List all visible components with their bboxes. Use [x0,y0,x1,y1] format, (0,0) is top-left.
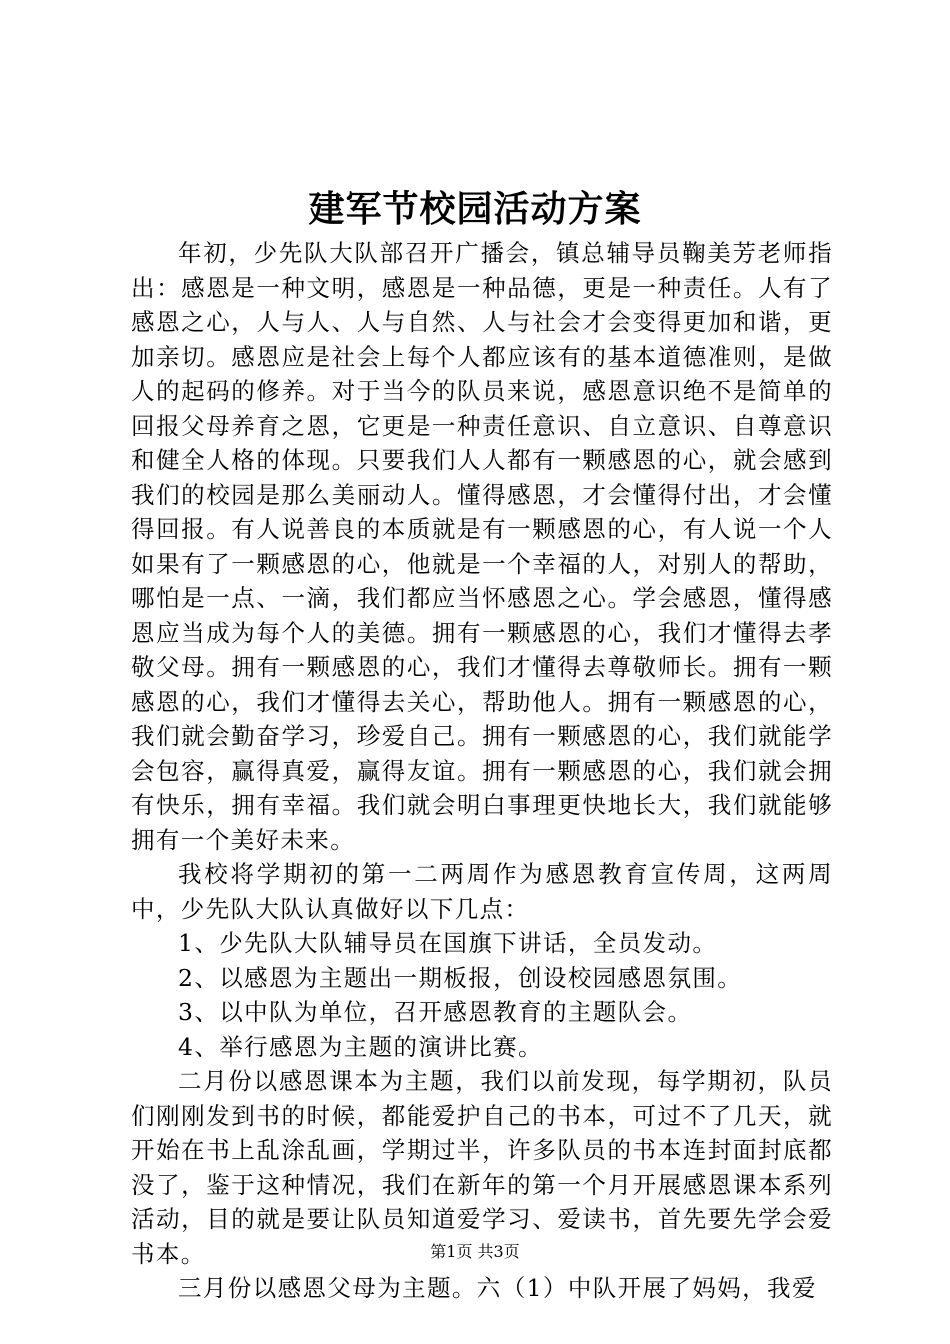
list-item: 2、以感恩为主题出一期板报，创设校园感恩氛围。 [178,963,743,992]
paragraph-march: 三月份以感恩父母为主题。六（1）中队开展了妈妈，我爱 [178,1274,817,1302]
paragraph-intro: 年初，少先队大队部召开广播会，镇总辅导员鞠美芳老师指出：感恩是一种文明，感恩是一种品德，更是一种责任。人有了感恩之心，人与人、人与自然、人与社会才会变得更加和谐，更加亲切。感恩应是社会上每个人都应该有的基本道德准则，是做人的起码的修养。对于当今的队员来说，感恩意识绝不是简单的回报父母养育之恩，它更是一种责任意识、自立意识、自尊意识和健全人格的体现。只要我们人人都有一颗感恩的心，就会感到我们的校园是那么美丽动人。懂得感恩，才会懂得付出，才会懂得回报。有人说善良的本质就是有一颗感恩的心，有人说一个人如果有了一颗感恩的心，他就是一个幸福的人，对别人的帮助，哪怕是一点、一滴，我们都应当怀感恩之心。学会感恩，懂得感恩应当成为每个人的美德。拥有一颗感恩的心，我们才懂得去孝敬父母。拥有一颗感恩的心，我们才懂得去尊敬师长。拥有一颗感恩的心，我们才懂得去关心，帮助他人。拥有一颗感恩的心，我们就会勤奋学习，珍爱自己。拥有一颗感恩的心，我们就能学会包容，赢得真爱，赢得友谊。拥有一颗感恩的心，我们就会拥有快乐，拥有幸福。我们就会明白事理更快地长大，我们就能够拥有一个美好未来。 [131,239,833,854]
page-footer: 第1页 共3页 [430,1242,520,1261]
list-item: 4、举行感恩为主题的演讲比赛。 [178,1032,543,1061]
list-item: 3、以中队为单位，召开感恩教育的主题队会。 [178,998,693,1026]
paragraph-february: 二月份以感恩课本为主题，我们以前发现，每学期初，队员们刚刚发到书的时候，都能爱护自己的书本，可过不了几天，就开始在书上乱涂乱画，学期过半，许多队员的书本连封面封底都没了，鉴于这种情况，我们在新年的第一个月开展感恩课本系列活动，目的就是要让队员知道爱学习、爱读书，首先要先学会爱书本。 [131,1067,833,1268]
document-title: 建军节校园活动方案 [308,188,642,230]
list-item: 1、少先队大队辅导员在国旗下讲话，全员发动。 [178,929,718,957]
paragraph-publicity-week: 我校将学期初的第一二两周作为感恩教育宣传周，这两周中，少先队大队认真做好以下几点： [131,860,833,923]
document-body [131,236,833,1306]
